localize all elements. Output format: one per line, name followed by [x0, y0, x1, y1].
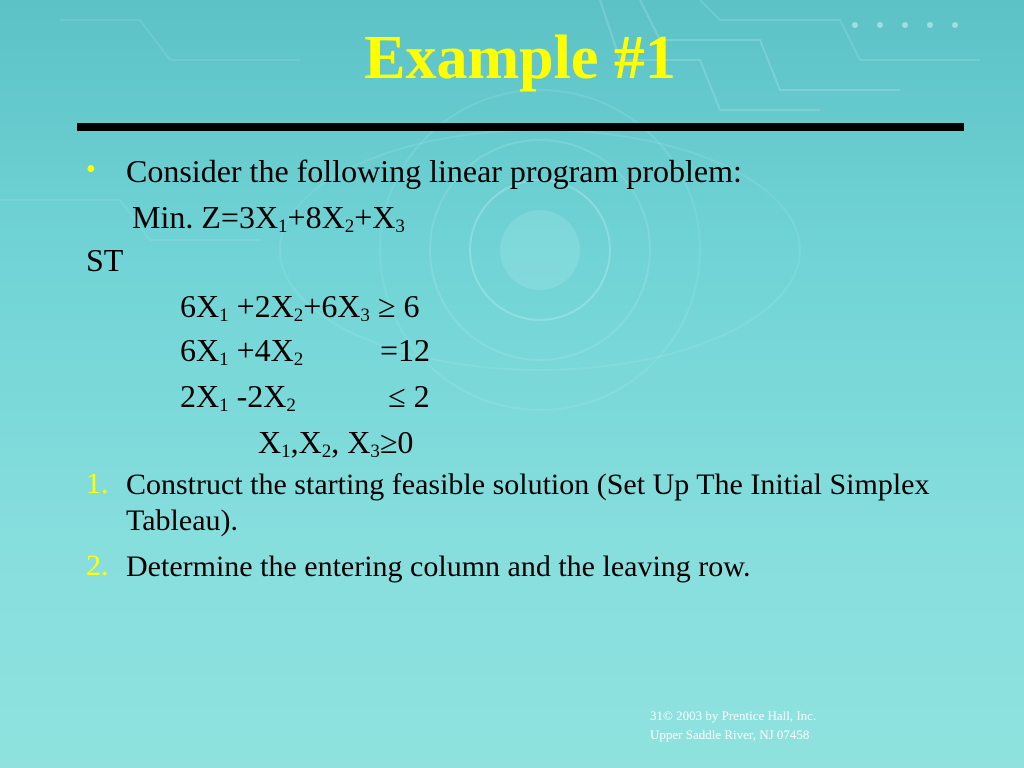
footer-line-2: Upper Saddle River, NJ 07458 [650, 727, 810, 742]
constraint-3: $2X_1$ $-2X_2$ ≤ 2 [180, 378, 430, 416]
subject-to-label: ST [86, 242, 124, 278]
non-negativity-constraint: $X_1,X_2$, $X_3\ge 0$ [258, 424, 414, 462]
slide-title: Example #1 [364, 24, 676, 92]
task-text-1: Construct the starting feasible solution (Set Up The Initial Simplex Tableau). [126, 468, 930, 537]
footer-line-1: 31© 2003 by Prentice Hall, Inc. [650, 708, 817, 723]
title-divider [77, 123, 964, 131]
intro-text: Consider the following linear program problem: [126, 153, 742, 189]
constraint-1: $6X_1 +2X_2+6X_3 \ge 6$ [180, 288, 420, 326]
task-text-2: Determine the entering column and the leaving row. [126, 550, 751, 583]
task-number-2: 2. [86, 549, 109, 582]
bullet-marker: • [86, 154, 96, 185]
objective-function: Min. $Z=3X_1+8X_2+X_3$ [132, 199, 405, 237]
constraint-2: $6X_1 +4X_2$ =12 [180, 332, 431, 370]
copyright-footer [650, 706, 816, 744]
task-number-1: 1. [86, 467, 109, 500]
